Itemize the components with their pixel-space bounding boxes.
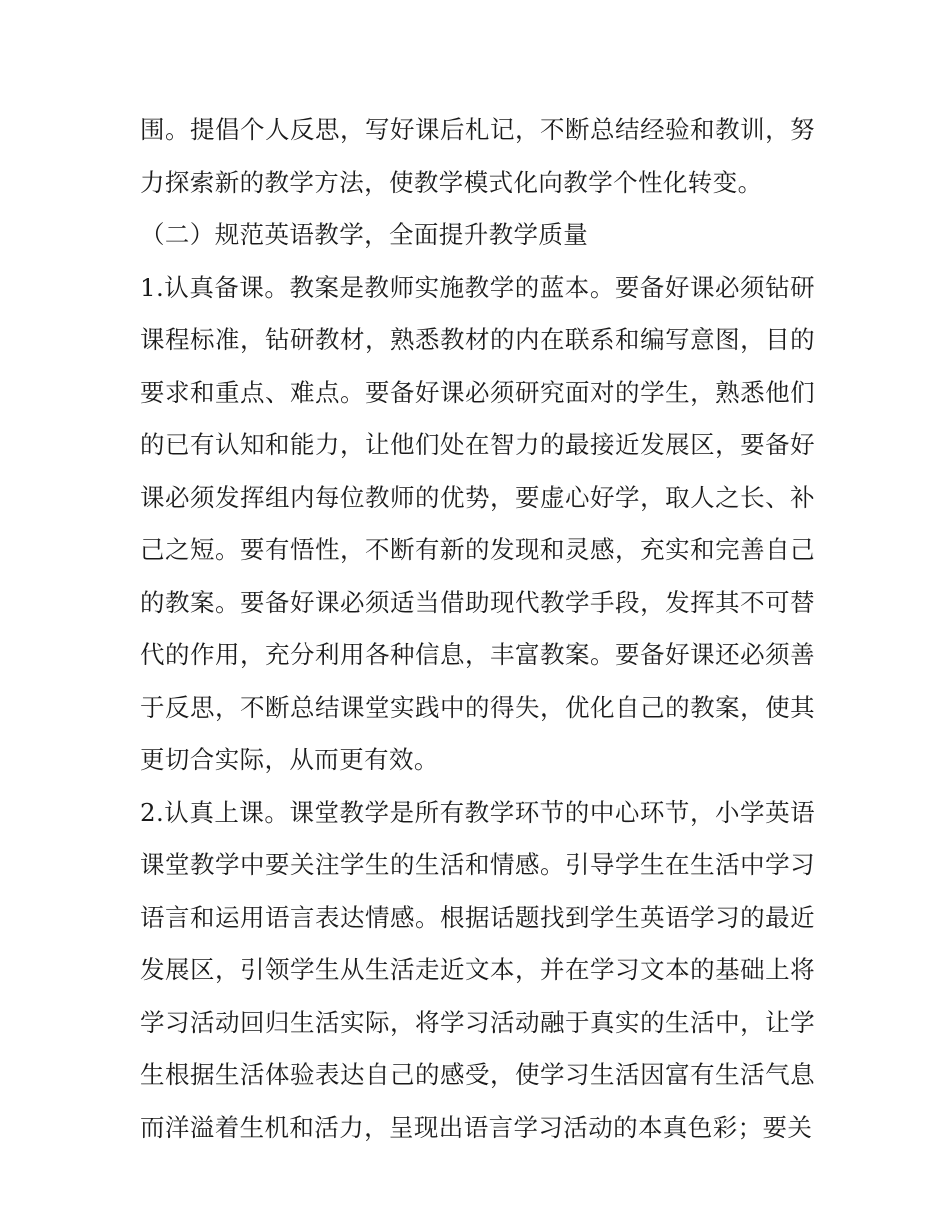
document-body xyxy=(140,104,815,1154)
paragraph-continuation: 围。提倡个人反思，写好课后札记，不断总结经验和教训，努力探索新的教学方法，使教学模式化向教学个性化转变。 xyxy=(140,115,815,197)
section-heading: （二）规范英语教学，全面提升教学质量 xyxy=(140,220,589,249)
paragraph-lesson-preparation: 1.认真备课。教案是教师实施教学的蓝本。要备好课必须钻研课程标准，钻研教材，熟悉教材的内在联系和编写意图，目的要求和重点、难点。要备好课必须研究面对的学生，熟悉他们的已有认知和能力，让他们处在智力的最接近发展区，要备好课必须发挥组内每位教师的优势，要虚心好学，取人之长、补己之短。要有悟性，不断有新的发现和灵感，充实和完善自己的教案。要备好课必须适当借助现代教学手段，发挥其不可替代的作用，充分利用各种信息，丰富教案。要备好课还必须善于反思，不断总结课堂实践中的得失，优化自己的教案，使其更切合实际，从而更有效。 xyxy=(140,272,815,774)
paragraph-classroom-teaching: 2.认真上课。课堂教学是所有教学环节的中心环节，小学英语课堂教学中要关注学生的生活和情感。引导学生在生活中学习语言和运用语言表达情感。根据话题找到学生英语学习的最近发展区，引领学生从生活走近文本，并在学习文本的基础上将学习活动回归生活实际，将学习活动融于真实的生活中，让学生根据生活体验表达自己的感受，使学习生活因富有生活气息而洋溢着生机和活力，呈现出语言学习活动的本真色彩；要关 xyxy=(140,797,815,1142)
